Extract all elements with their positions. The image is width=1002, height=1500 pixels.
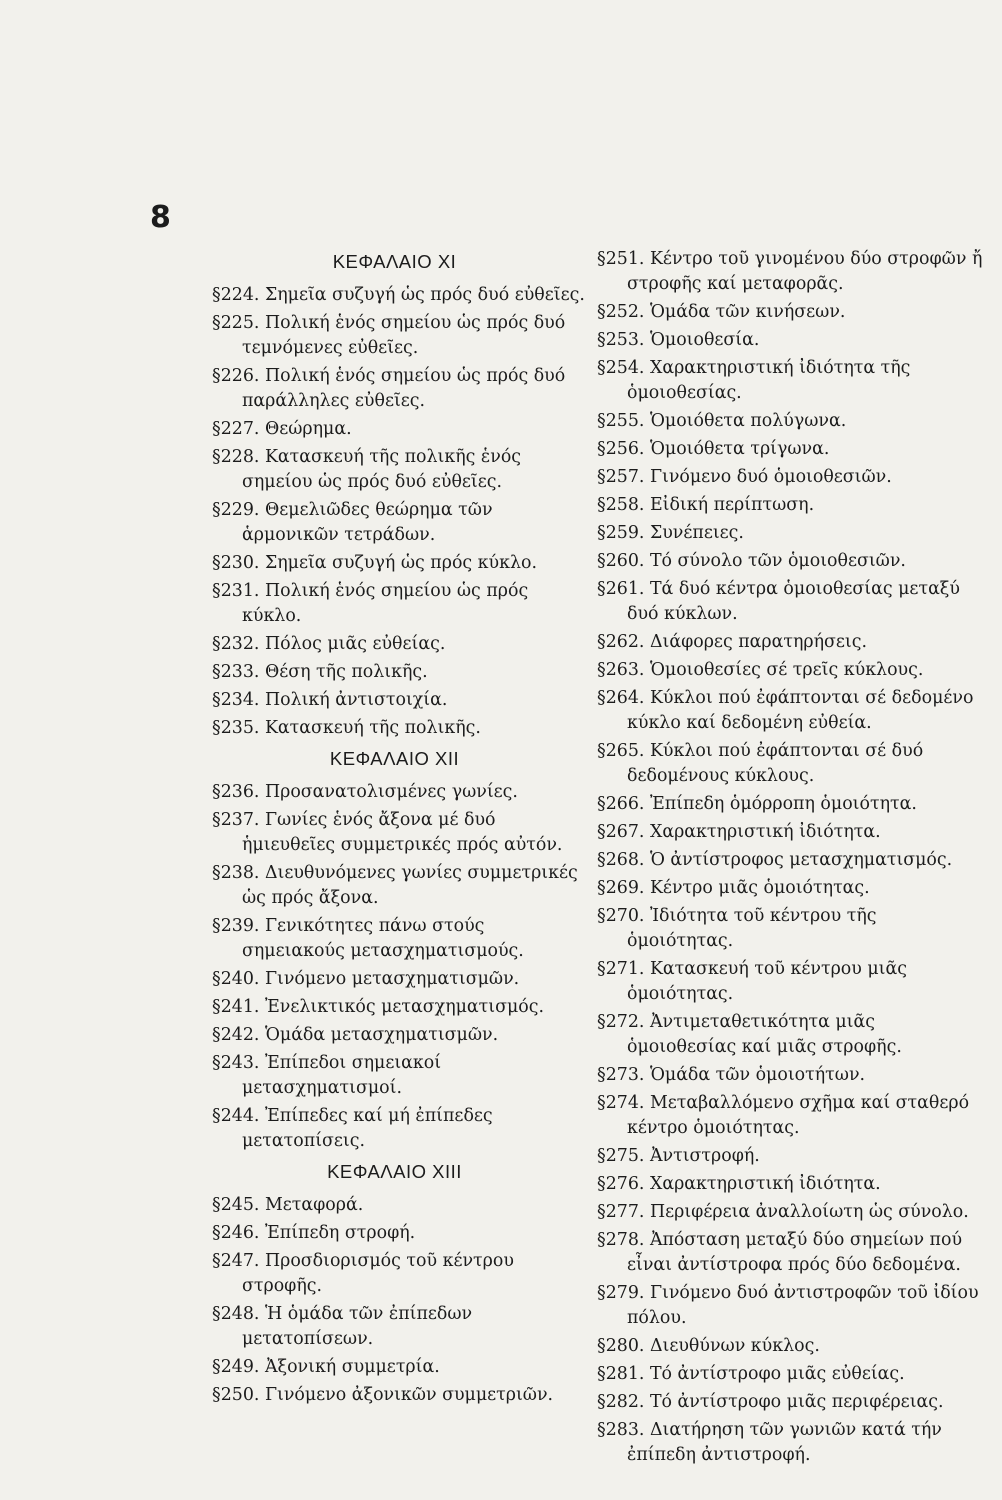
toc-entry: §273. Ὁμάδα τῶν ὁμοιοτήτων. <box>597 1065 866 1085</box>
toc-entry: §252. Ὁμάδα τῶν κινήσεων. <box>597 302 846 322</box>
toc-entry: §279. Γινόμενο δυό ἀντιστροφῶν τοῦ ἰδίου πόλου. <box>597 1283 979 1328</box>
toc-entry: §268. Ὁ ἀντίστροφος μετασχηματισμός. <box>597 850 953 870</box>
toc-entry: §250. Γινόμενο ἀξονικῶν συμμετριῶν. <box>212 1385 554 1405</box>
toc-entry: §257. Γινόμενο δυό ὁμοιοθεσιῶν. <box>597 467 892 487</box>
toc-entry: §258. Εἰδική περίπτωση. <box>597 495 815 515</box>
toc-entry: §227. Θεώρημα. <box>212 419 352 439</box>
toc-entry: §282. Τό ἀντίστροφο μιᾶς περιφέρειας. <box>597 1392 944 1412</box>
toc-entry: §239. Γενικότητες πάνω στούς σημειακούς μετασχηματισμούς. <box>212 916 524 961</box>
toc-entry: §254. Χαρακτηριστική ἰδιότητα τῆς ὁμοιοθεσίας. <box>597 358 911 403</box>
toc-entry: §231. Πολική ἑνός σημείου ὡς πρός κύκλο. <box>212 581 529 626</box>
toc-entry: §281. Τό ἀντίστροφο μιᾶς εὐθείας. <box>597 1364 905 1384</box>
toc-entry: §233. Θέση τῆς πολικῆς. <box>212 662 428 682</box>
toc-entry: §245. Μεταφορά. <box>212 1195 364 1215</box>
toc-entry: §240. Γινόμενο μετασχηματισμῶν. <box>212 969 520 989</box>
toc-entry: §278. Ἀπόσταση μεταξύ δύο σημείων πού εἶναι ἀντίστροφα πρός δύο δεδομένα. <box>597 1230 963 1275</box>
toc-entry: §276. Χαρακτηριστική ἰδιότητα. <box>597 1174 881 1194</box>
toc-entry: §243. Ἐπίπεδοι σημειακοί μετασχηματισμοί. <box>212 1053 442 1098</box>
toc-entry: §262. Διάφορες παρατηρήσεις. <box>597 632 868 652</box>
toc-entry: §234. Πολική ἀντιστοιχία. <box>212 690 448 710</box>
toc-entry: §241. Ἐνελικτικός μετασχηματισμός. <box>212 997 545 1017</box>
toc-entry: §242. Ὁμάδα μετασχηματισμῶν. <box>212 1025 499 1045</box>
toc-entry: §246. Ἐπίπεδη στροφή. <box>212 1223 416 1243</box>
toc-entry: §248. Ἡ ὁμάδα τῶν ἐπίπεδων μετατοπίσεων. <box>212 1304 473 1349</box>
page-number: 8 <box>150 200 171 235</box>
toc-entry: §267. Χαρακτηριστική ἰδιότητα. <box>597 822 881 842</box>
toc-entry: §264. Κύκλοι πού ἐφάπτονται σέ δεδομένο κύκλο καί δεδομένη εὐθεία. <box>597 688 974 733</box>
toc-entry: §272. Ἀντιμεταθετικότητα μιᾶς ὁμοιοθεσίας καί μιᾶς στροφῆς. <box>597 1012 902 1057</box>
chapter-heading: ΚΕΦΑΛΑΙΟ XIII <box>327 1161 462 1182</box>
toc-entry: §249. Ἀξονική συμμετρία. <box>212 1357 440 1377</box>
toc-column-right <box>597 247 987 1471</box>
toc-entry: §247. Προσδιορισμός τοῦ κέντρου στροφῆς. <box>212 1251 514 1296</box>
toc-entry: §244. Ἐπίπεδες καί μή ἐπίπεδες μετατοπίσεις. <box>212 1106 493 1151</box>
toc-entry: §256. Ὁμοιόθετα τρίγωνα. <box>597 439 830 459</box>
toc-entry: §271. Κατασκευή τοῦ κέντρου μιᾶς ὁμοιότητας. <box>597 959 907 1004</box>
toc-entry: §235. Κατασκευή τῆς πολικῆς. <box>212 718 481 738</box>
toc-entry: §228. Κατασκευή τῆς πολικῆς ἑνός σημείου ὡς πρός δυό εὐθεῖες. <box>212 447 522 492</box>
toc-entry: §283. Διατήρηση τῶν γωνιῶν κατά τήν ἐπίπεδη ἀντιστροφή. <box>597 1420 942 1465</box>
chapter-heading: ΚΕΦΑΛΑΙΟ XII <box>329 748 460 769</box>
toc-entry: §226. Πολική ἑνός σημείου ὡς πρός δυό παράλληλες εὐθεῖες. <box>212 366 566 411</box>
toc-entry: §251. Κέντρο τοῦ γινομένου δύο στροφῶν ἤ στροφῆς καί μεταφορᾶς. <box>597 249 983 294</box>
toc-entry: §237. Γωνίες ἑνός ἄξονα μέ δυό ἡμιευθεῖες συμμετρικές πρός αὐτόν. <box>212 810 563 855</box>
toc-entry: §261. Τά δυό κέντρα ὁμοιοθεσίας μεταξύ δυό κύκλων. <box>597 579 960 624</box>
toc-entry: §280. Διευθύνων κύκλος. <box>597 1336 820 1356</box>
toc-entry: §275. Ἀντιστροφή. <box>597 1146 760 1166</box>
toc-entry: §263. Ὁμοιοθεσίες σέ τρεῖς κύκλους. <box>597 660 924 680</box>
toc-entry: §266. Ἐπίπεδη ὁμόρροπη ὁμοιότητα. <box>597 794 917 814</box>
toc-entry: §265. Κύκλοι πού ἐφάπτονται σέ δυό δεδομένους κύκλους. <box>597 741 924 786</box>
toc-entry: §229. Θεμελιῶδες θεώρημα τῶν ἁρμονικῶν τετράδων. <box>212 500 493 545</box>
toc-entry: §236. Προσανατολισμένες γωνίες. <box>212 782 518 802</box>
toc-entry: §270. Ἰδιότητα τοῦ κέντρου τῆς ὁμοιότητας. <box>597 906 877 951</box>
toc-entry: §269. Κέντρο μιᾶς ὁμοιότητας. <box>597 878 870 898</box>
toc-entry: §255. Ὁμοιόθετα πολύγωνα. <box>597 411 847 431</box>
toc-column-left <box>212 245 590 1411</box>
toc-entry: §225. Πολική ἑνός σημείου ὡς πρός δυό τεμνόμενες εὐθεῖες. <box>212 313 566 358</box>
toc-entry: §260. Τό σύνολο τῶν ὁμοιοθεσιῶν. <box>597 551 906 571</box>
toc-entry: §224. Σημεῖα συζυγή ὡς πρός δυό εὐθεῖες. <box>212 285 585 305</box>
toc-entry: §230. Σημεῖα συζυγή ὡς πρός κύκλο. <box>212 553 538 573</box>
toc-entry: §259. Συνέπειες. <box>597 523 744 543</box>
toc-entry: §253. Ὁμοιοθεσία. <box>597 330 760 350</box>
toc-entry: §232. Πόλος μιᾶς εὐθείας. <box>212 634 446 654</box>
chapter-heading: ΚΕΦΑΛΑΙΟ XI <box>332 251 457 272</box>
toc-entry: §238. Διευθυνόμενες γωνίες συμμετρικές ὡς πρός ἄξονα. <box>212 863 578 908</box>
toc-entry: §277. Περιφέρεια ἀναλλοίωτη ὡς σύνολο. <box>597 1202 969 1222</box>
toc-entry: §274. Μεταβαλλόμενο σχῆμα καί σταθερό κέντρο ὁμοιότητας. <box>597 1093 970 1138</box>
